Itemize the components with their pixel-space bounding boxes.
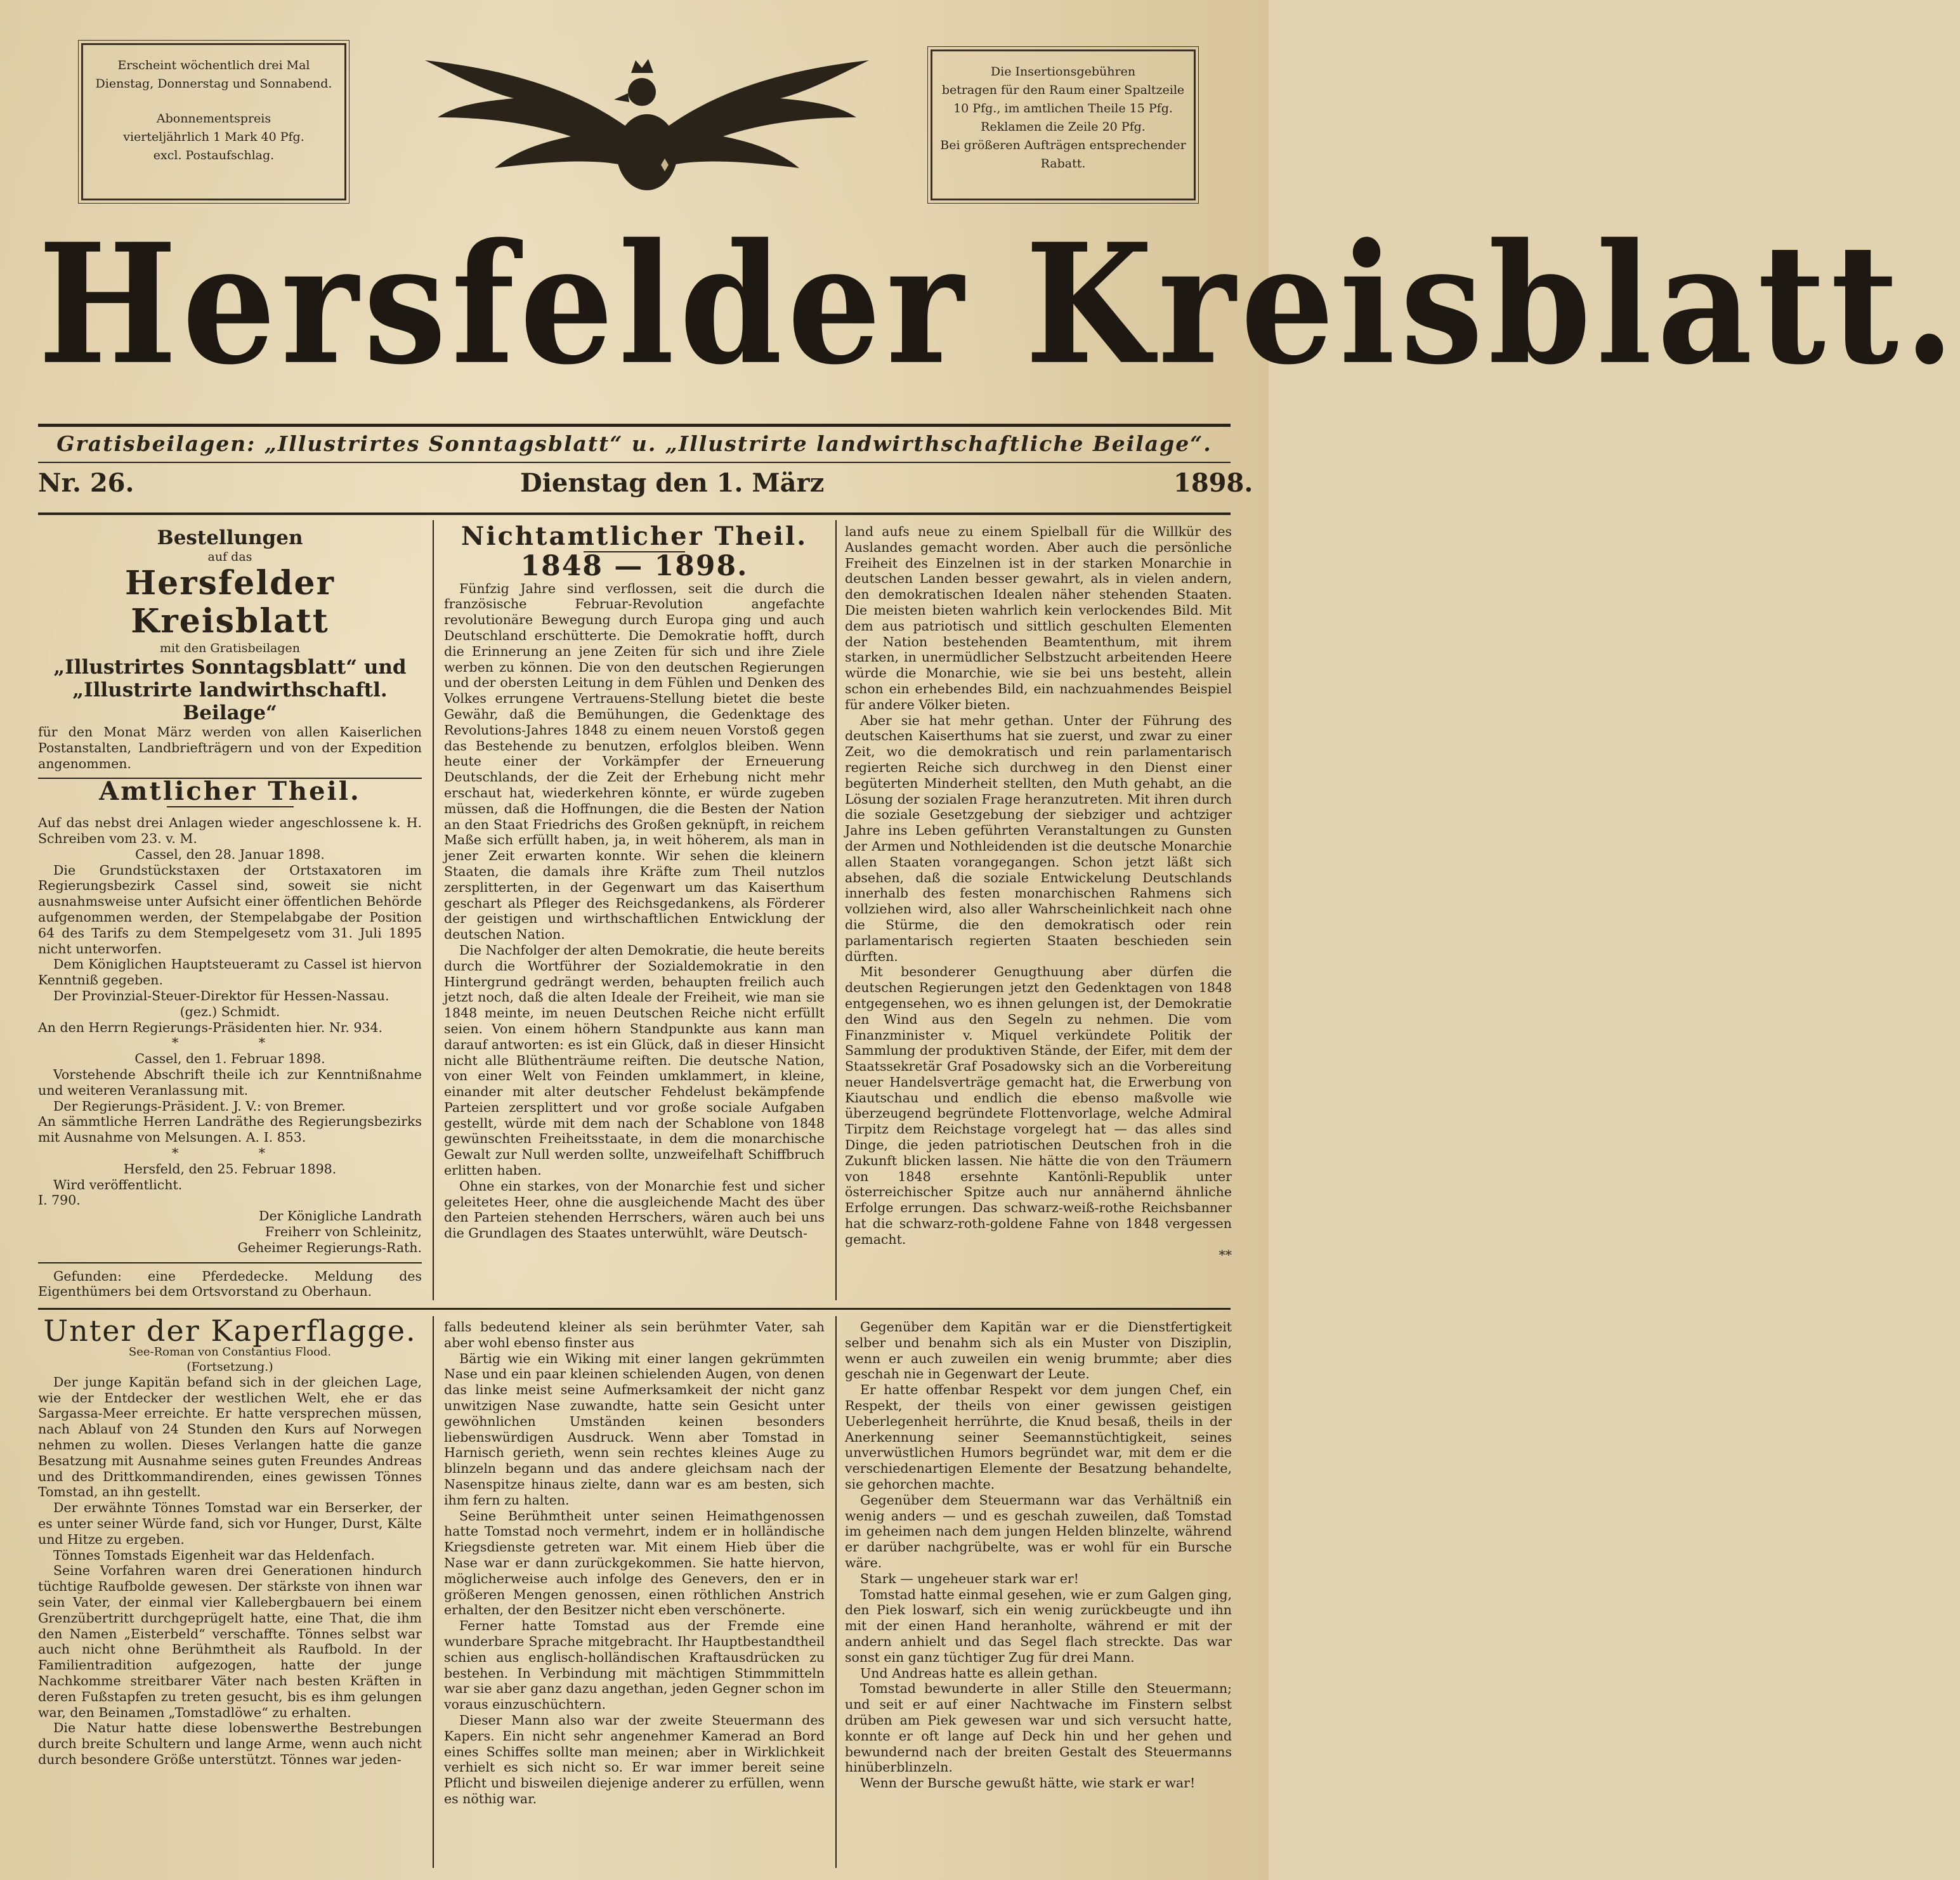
masthead-rule xyxy=(38,424,1231,427)
official-heading-rule xyxy=(167,806,294,807)
official-p3: Dem Königlichen Hauptsteueramt zu Cassel ist hiervon Kenntniß gegeben. xyxy=(38,956,422,988)
rates-line-6: Rabatt. xyxy=(1040,157,1086,171)
official-p8: Der Regierungs-Präsident. J. V.: von Bremer. xyxy=(53,1098,346,1114)
story-a5: Die Natur hatte diese lobenswerthe Bestrebungen durch breite Schultern und lange Arme, wenn auch nicht durch besondere Größe unterstützt. Tönnes war jeden- xyxy=(38,1720,422,1767)
official-p6: Cassel, den 1. Februar 1898. xyxy=(134,1051,325,1067)
story-c5: Tomstad hatte einmal gesehen, wie er zum Galgen ging, den Piek loswarf, sich ein wenig zurückbeugte und ihn mit der einen Hand heranholte, während er mit der andern anhielt und das Segel flach streckte. Das war sonst ein ganz tüchtiger Zug für drei Mann. xyxy=(845,1586,1232,1665)
rates-line-4: Reklamen die Zeile 20 Pfg. xyxy=(981,120,1146,134)
official-p7: Vorstehende Abschrift theile ich zur Kenntnißnahme und weiteren Veranlassung mit. xyxy=(38,1066,422,1098)
official-signature-1: (gez.) Schmidt. xyxy=(180,1003,280,1019)
story-b4: Ferner hatte Tomstad aus der Fremde eine wunderbare Sprache mitgebracht. Ihr Hauptbestandtheil schien aus englisch-holländischen Kraftausdrücken zu bestehen. In Verbindung mit mächtigen Stimmmitteln war sie aber ganz dazu angethan, jeden Gegner schon im voraus einzuschüchtern. xyxy=(444,1618,825,1713)
order-heading: Bestellungen xyxy=(157,526,303,549)
official-p1-date: Cassel, den 28. Januar 1898. xyxy=(135,846,325,862)
official-p9: An sämmtliche Herren Landräthe des Regierungsbezirks mit Ausnahme von Melsungen. A. I. 853. xyxy=(38,1114,422,1146)
story-c2: Er hatte offenbar Respekt vor dem jungen Chef, ein Respekt, der theils von einer gewissen geistigen Ueberlegenheit herrührte, die Knud besaß, theils in der Anerkennung seiner Seemannstüchtigkeit, seines unverwüstlichen Humors begründet war, mit dem er die verschiedenartigen Elemente der Besatzung behandelte, sie gehorchen machte. xyxy=(845,1382,1232,1492)
rates-line-2: betragen für den Raum einer Spaltzeile xyxy=(941,83,1185,97)
official-section-heading: Amtlicher Theil. xyxy=(99,776,361,807)
column-divider-1 xyxy=(433,520,434,1300)
story-a3: Tönnes Tomstads Eigenheit war das Heldenfach. xyxy=(53,1547,375,1563)
official-stars-2: * * xyxy=(171,1145,304,1161)
story-a2: Der erwähnte Tönnes Tomstad war ein Berserker, der es unter seiner Würde fand, sich vor Hunger, Durst, Kälte und Hitze zu ergeben. xyxy=(38,1500,422,1547)
article-p4: land aufs neue zu einem Spielball für die Willkür des Auslandes gemacht worden. Aber auch die persönliche Freiheit des Einzelnen ist in der starken Monarchie in deutschen Landen besser gewahrt, als in vielen andern, den demokratischen Idealen näher stehenden Staaten. Die meisten bieten wahrlich kein verlockendes Bild. Mit dem aus patriotisch und sittlich geschulten Elementen der Nation bestehenden Beamtenthum, mit ihrem starken, in unermüdlicher Selbstzucht arbeitenden Heere würde die Monarchie, wie sie bei uns besteht, allein schon ein erhebendes Bild, ein nachzuahmendes Beispiel für andere Völker bieten. xyxy=(845,524,1232,712)
article-p2: Die Nachfolger der alten Demokratie, die heute bereits durch die Wortführer der Sozialdemokratie in den Hintergrund gedrängt werden, behaupten freilich auch jetzt noch, daß die alten Ideale der Freiheit, wie man sie 1848 meinte, im neuen Deutschen Reiche nicht erfüllt seien. Von einem höhern Standpunkte aus kann man darauf antworten: es ist ein Glück, daß in dieser Hinsicht nicht alle Blüthenträume reiften. Die deutsche Nation, von einer Welt von Feinden umklammert, in kleine, einander mit alter deutscher Fehdelust bekämpfende Parteien zersplittert und vor große sociale Aufgaben gestellt, würde mit dem nach der Schablone von 1848 gewünschten Freiheitsstaate, in dem die monarchische Gewalt zur Null werden sollte, unzweifelhaft Schiffbruch erlitten haben. xyxy=(444,942,825,1178)
story-a1: Der junge Kapitän befand sich in der gleichen Lage, wie der Entdecker der westlichen Welt, ehe er das Sargassa-Meer erreichte. Er hatte versprechen müssen, nach Ablauf von 24 Stunden den Kurs auf Norwegen nehmen zu wollen. Dieses Verlangen hatte die ganze Besatzung mit Ausnahme seines guten Freundes Andreas und des Drittkommandirenden, eines gewissen Tönnes Tomstad, an ihn gestellt. xyxy=(38,1374,422,1500)
subscription-price: vierteljährlich 1 Mark 40 Pfg. xyxy=(123,130,304,144)
official-p12-rank: Geheimer Regierungs-Rath. xyxy=(237,1239,422,1255)
story-c6: Und Andreas hatte es allein gethan. xyxy=(860,1665,1098,1681)
official-p4: Der Provinzial-Steuer-Direktor für Hessen-Nassau. xyxy=(53,988,389,1003)
story-a4: Seine Vorfahren waren drei Generationen hindurch tüchtige Raufbolde gewesen. Der stärkste von ihnen war sein Vater, der einmal vier Kallebergbauern bei einem Grenzübertritt durchgeprügelt hatte, eine That, die ihm den Namen „Eisterbeld“ verschaffte. Tönnes selbst war auch nicht ohne Berühmtheit als Raufbold. In der Familientradition aufgezogen, hatte der junge Nachkomme streitbarer Väter nach besten Kräften in deren Fußstapfen zu treten gesucht, bis es ihm gelungen war, den Beinamen „Tomstadlöwe“ zu erhalten. xyxy=(38,1563,422,1720)
official-p2: Die Grundstückstaxen der Ortstaxatoren im Regierungsbezirk Cassel sind, soweit sie nicht ausnahmsweise unter Aufsicht einer öffentlichen Behörde aufgenommen werden, der Stempelabgabe der Position 64 des Tarifs zu dem Stempelgesetz vom 31. Juli 1895 nicht unterworfen. xyxy=(38,862,422,956)
column-unofficial xyxy=(444,521,825,1241)
story-b2: Bärtig wie ein Wiking mit einer langen gekrümmten Nase und ein paar kleinen schielenden Augen, von denen das linke meist seine Aufmerksamkeit der nicht ganz unwitzigen Nase zuwandte, hatte sein Gesicht unter gewöhnlichen Umständen keinen besonders liebenswürdigen Ausdruck. Wenn aber Tomstad in Harnisch gerieth, wenn sein rechtes kleines Auge zu blinzeln begann und das andere gleichsam nach der Nasenspitze hinaus zielte, dann war es am besten, sich ihm fern zu halten. xyxy=(444,1350,825,1508)
story-c4: Stark — ungeheuer stark war er! xyxy=(860,1570,1079,1586)
story-b1: falls bedeutend kleiner als sein berühmter Vater, sah aber wohl ebenso finster aus xyxy=(444,1319,825,1350)
subhead-rule xyxy=(38,462,1231,463)
order-paper-name: Hersfelder Kreisblatt xyxy=(125,564,335,641)
postage-note: excl. Postaufschlag. xyxy=(153,148,275,162)
dateline-rule xyxy=(38,512,1231,515)
found-notice: Gefunden: eine Pferdedecke. Meldung des Eigenthümers bei dem Ortsvorstand zu Oberhaun. xyxy=(38,1268,422,1300)
column-divider-2 xyxy=(835,520,837,1300)
official-p1: Auf das nebst drei Anlagen wieder angeschlossene k. H. Schreiben vom 23. v. M. xyxy=(38,815,422,846)
story-b5: Dieser Mann also war der zweite Steuermann des Kapers. Ein nicht sehr angenehmer Kamerad an Bord eines Schiffes sollte man meinen; aber in Wirklichkeit verhielt es sich nicht so. Er war immer bereit seine Pflicht und bisweilen diejenige anderer zu erfüllen, wenn es nöthig war. xyxy=(444,1712,825,1806)
found-separator xyxy=(38,1262,422,1263)
official-stars-1: * * xyxy=(171,1035,304,1051)
order-on-the: auf das xyxy=(207,550,252,564)
issue-date: Dienstag den 1. März xyxy=(520,468,825,498)
article-p5: Aber sie hat mehr gethan. Unter der Führung des deutschen Kaiserthums hat sie zuerst, und zwar zu einer Zeit, wo die demokratisch und rein parlamentarisch regierten Reiche sich durchweg in den Dienst einer begüterten Minderheit stellten, den Muth gehabt, an die Lösung der sozialen Frage heranzutreten. Mit ihren durch die soziale Gesetzgebung der siebziger und achtziger Jahre ins Leben geführten Veranstaltungen zu Gunsten der Armen und Nothleidenden ist die deutsche Monarchie allen Staaten vorangegangen. Schon jetzt läßt sich absehen, daß die soziale Entwickelung Deutschlands innerhalb des festen monarchischen Rahmens sich vollziehen wird, also aller Wahrscheinlichkeit nach ohne die Stürme, die den demokratisch oder rein parlamentarisch regierten Staaten beschieden sein dürften. xyxy=(845,712,1232,964)
supplements-line: Gratisbeilagen: „Illustrirtes Sonntagsblatt“ u. „Illustrirte landwirthschaftliche Beilage“. xyxy=(56,431,1212,456)
story-c7: Tomstad bewunderte in aller Stille den Steuermann; und seit er auf einer Nachtwache im Finstern selbst drüben am Piek gewesen war und sich versucht hatte, konnte er oft lange auf Deck hin und her gehen und bewundernd nach der breiten Gestalt des Steuermanns hinüberblinzeln. xyxy=(845,1681,1232,1775)
column-article-continued xyxy=(845,524,1232,1263)
order-supplement-1: „Illustrirtes Sonntagsblatt“ und xyxy=(53,656,407,679)
publication-days: Dienstag, Donnerstag und Sonnabend. xyxy=(95,77,332,91)
rates-line-5: Bei größeren Aufträgen entsprechender xyxy=(940,138,1186,152)
story-c1: Gegenüber dem Kapitän war er die Dienstfertigkeit selber und benahm sich als ein Muster von Disziplin, wenn er auch zuweilen ein wenig brummte; aber dies geschah nie in Gegenwart der Leute. xyxy=(845,1319,1232,1382)
story-column-1 xyxy=(38,1314,422,1768)
article-author-mark: ** xyxy=(1218,1247,1232,1263)
order-supplement-2: „Illustrirte landwirthschaftl. Beilage“ xyxy=(72,679,388,724)
order-text: für den Monat März werden von allen Kaiserlichen Postanstalten, Landbriefträgern und von der Expedition angenommen. xyxy=(38,724,422,771)
rates-line-1: Die Insertionsgebühren xyxy=(990,65,1136,79)
story-c8: Wenn der Bursche gewußt hätte, wie stark er war! xyxy=(860,1775,1196,1791)
story-title: Unter der Kaperflagge. xyxy=(43,1314,417,1348)
story-continuation: (Fortsetzung.) xyxy=(186,1359,273,1374)
article-p6: Mit besonderer Genugthuung aber dürfen die deutschen Regierungen jetzt den Gedenktagen von 1848 entgegensehen, wo es ihnen gelungen ist, der Demokratie den Wind aus den Segeln zu nehmen. Die vom Finanzminister v. Miquel verkündete Politik der Sammlung der produktiven Stände, der Eifer, mit dem der Staatssekretär Graf Posadowsky sich an die Vorbereitung neuer Handelsverträge gemacht hat, die Erwerbung von Kiautschau und endlich die ebenso maßvolle wie überzeugend begründete Flottenvorlage, welche Admiral Tirpitz dem Reichstage vorgelegt hat — das alles sind Dinge, die jeden patriotischen Deutschen froh in die Zukunft blicken lassen. Nie hätte die von den Träumern von 1848 ersehnte Kantönli-Republik unter österreichischer Spitze auch nur annähernd ähnliche Erfolge errungen. Das schwarz-weiß-rothe Reichsbanner hat die schwarz-roth-goldene Fahne von 1848 vergessen gemacht. xyxy=(845,964,1232,1247)
rates-line-3: 10 Pfg., im amtlichen Theile 15 Pfg. xyxy=(953,101,1173,115)
issue-year: 1898. xyxy=(1173,468,1253,498)
official-p10: Hersfeld, den 25. Februar 1898. xyxy=(123,1161,337,1177)
unofficial-section-heading: Nichtamtlicher Theil. xyxy=(461,521,808,551)
official-p5: An den Herrn Regierungs-Präsidenten hier. Nr. 934. xyxy=(38,1019,383,1035)
story-column-2 xyxy=(444,1319,825,1807)
story-column-3 xyxy=(845,1319,1232,1791)
subscription-label: Abonnementspreis xyxy=(156,112,271,126)
story-divider-2 xyxy=(835,1316,837,1868)
newspaper-masthead: Hersfelder Kreisblatt. xyxy=(38,207,1960,401)
article-p3: Ohne ein starkes, von der Monarchie fest und sicher geleitetes Heer, ohne die ausgleichende Macht des über den Parteien stehenden Herrschers, wären auch bei uns die Grundlagen des Staates unterwühlt, wäre Deutsch- xyxy=(444,1178,825,1241)
story-b3: Seine Berühmtheit unter seinen Heimathgenossen hatte Tomstad noch vermehrt, indem er in holländische Kriegsdienste getreten war. Mit einem Hieb über die Nase war er dann zurückgekommen. Sie hatte hiervon, möglicherweise auch infolge des Genevers, den er in größeren Mengen genossen, einen röthlichen Anstrich erhalten, der den Besitzer nicht eben verschönerte. xyxy=(444,1508,825,1618)
official-p12-name: Freiherr von Schleinitz, xyxy=(265,1224,422,1239)
story-divider-1 xyxy=(433,1316,434,1868)
article-p1: Fünfzig Jahre sind verflossen, seit die durch die französische Februar-Revolution angefachte revolutionäre Bewegung durch Europa ging und auch Deutschland erschütterte. Die Demokratie hofft, durch die Erinnerung an jene Zeiten für sich und ihre Ziele werben zu können. Die von den deutschen Regierungen und der obersten Leitung in dem Fühlen und Denken des Volkes errungene Vertrauens-Stellung bietet die beste Gewähr, daß die Bemühungen, die Gedenktage des Revolutions-Jahres 1848 zu einem neuen Vorstoß gegen das Bestehende zu benutzen, erfolglos bleiben. Wenn heute einer der Vorkämpfer der Erneuerung Deutschlands, der die Zeit der Erhebung nicht mehr erschaut hat, wiederkehren könnte, er würde zugeben müssen, daß die Hoffnungen, die die Besten der Nation an den Staat Friedrichs des Großen geknüpft, in reichem Maße sich erfüllt haben, ja, in weit höherem, als man in jener Zeit erwarten konnte. Wir sehen die kleinern Staaten, die damals ihre Kräfte zum Theil nutzlos zersplitterten, in der Gegenwart um das Kaiserthum geschart als Pfleger des Reichsgedankens, als Förderer der geistigen und wirthschaftlichen Entwicklung der deutschen Nation. xyxy=(444,580,825,943)
article-title: 1848 — 1898. xyxy=(520,549,748,582)
column-official xyxy=(38,526,422,1300)
feuilleton-rule xyxy=(38,1308,1231,1310)
publication-frequency: Erscheint wöchentlich drei Mal xyxy=(117,58,310,72)
order-with-supplements: mit den Gratisbeilagen xyxy=(159,641,301,655)
issue-number: Nr. 26. xyxy=(38,468,134,498)
official-p11: Wird veröffentlicht. xyxy=(53,1177,183,1192)
story-subtitle: See-Roman von Constantius Flood. xyxy=(128,1345,332,1359)
story-c3: Gegenüber dem Steuermann war das Verhältniß ein wenig anders — und es geschah zuweilen, daß Tomstad im geheimen nach dem jungen Helden blinzelte, während er darüber nachgrübelte, was er wohl für ein Bursche wäre. xyxy=(845,1492,1232,1570)
official-p12-ref: I. 790. xyxy=(38,1192,81,1208)
official-p12-title: Der Königliche Landrath xyxy=(259,1208,422,1224)
